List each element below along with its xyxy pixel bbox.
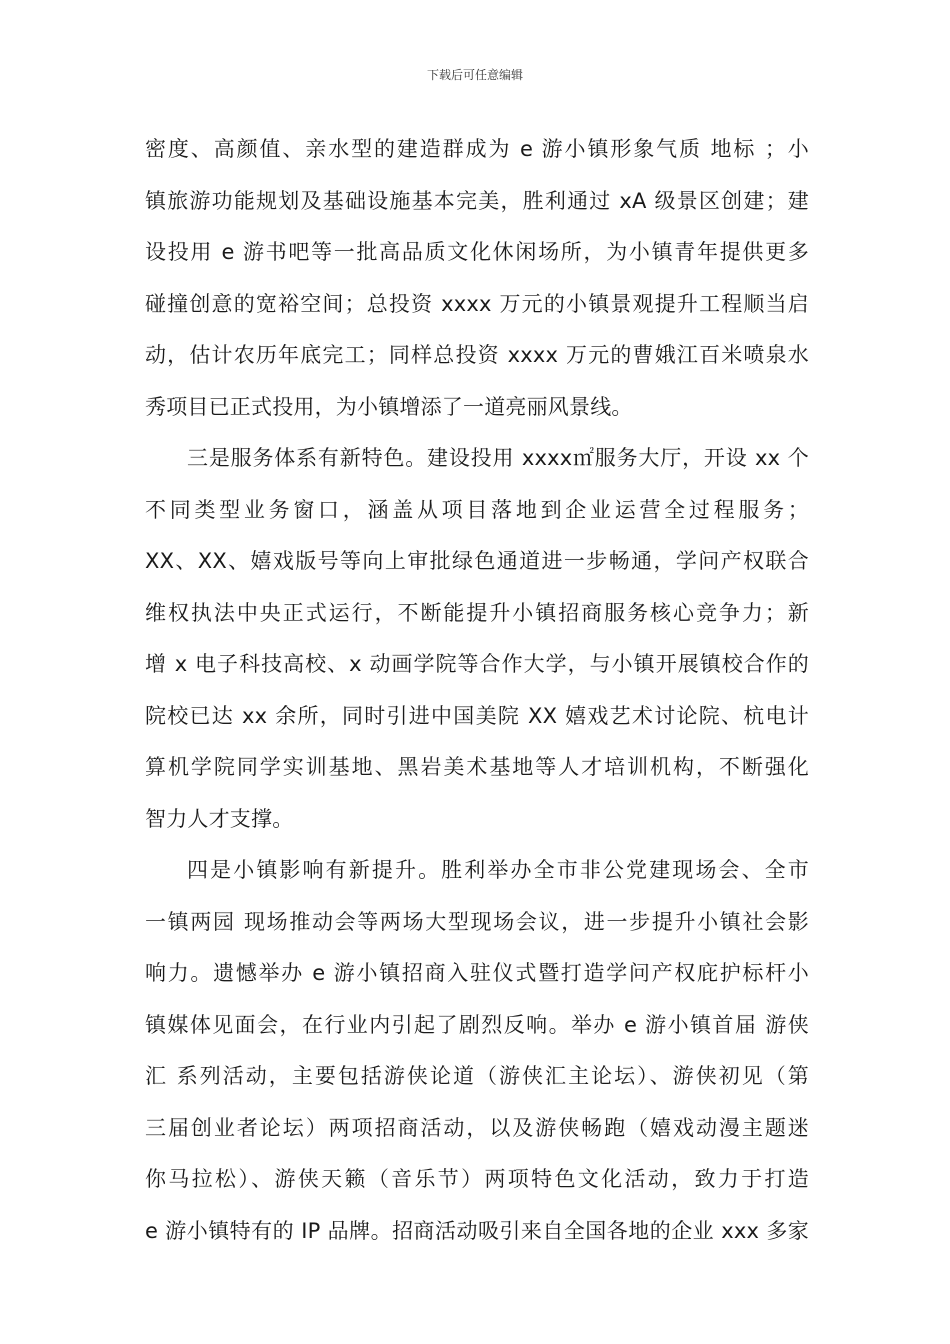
text-line: 三是服务体系有新特色。建设投用 xxxx㎡服务大厅，开设 xx 个 [187, 446, 809, 470]
text-line: 设投用 e 游书吧等一批高品质文化休闲场所，为小镇青年提供更多 [145, 240, 809, 264]
text-line: 镇旅游功能规划及基础设施基本完美，胜利通过 xA 级景区创建；建 [145, 188, 809, 213]
text-line: 动，估计农历年底完工；同样总投资 xxxx 万元的曹娥江百米喷泉水 [145, 343, 809, 367]
text-line: 你马拉松）、游侠天籁（音乐节）两项特色文化活动，致力于打造 [145, 1167, 809, 1191]
paragraph-1 [145, 124, 809, 433]
text-line: 增 x 电子科技高校、x 动画学院等合作大学，与小镇开展镇校合作的 [145, 652, 809, 676]
text-line: 算机学院同学实训基地、黑岩美术基地等人才培训机构，不断强化 [145, 755, 809, 779]
text-line: 秀项目已正式投用，为小镇增添了一道亮丽风景线。 [145, 394, 633, 419]
text-line: 三届创业者论坛）两项招商活动，以及游侠畅跑（嬉戏动漫主题迷 [145, 1115, 809, 1140]
text-line: 四是小镇影响有新提升。胜利举办全市非公党建现场会、全市 [187, 858, 809, 882]
text-line: 维权执法中央正式运行，不断能提升小镇招商服务核心竞争力；新 [145, 600, 809, 625]
document-body [145, 124, 809, 1257]
text-line: 镇媒体见面会，在行业内引起了剧烈反响。举办 e 游小镇首届 游侠 [145, 1012, 809, 1037]
text-line: 密度、高颜值、亲水型的建造群成为 e 游小镇形象气质 地标 ；小 [145, 137, 809, 161]
paragraph-3 [145, 845, 809, 1257]
text-line: 不同类型业务窗口，涵盖从项目落地到企业运营全过程服务； [145, 497, 809, 522]
paragraph-2 [145, 433, 809, 845]
text-line: e 游小镇特有的 IP 品牌。招商活动吸引来自全国各地的企业 xxx 多家 [145, 1218, 809, 1243]
page-header: 下载后可任意编辑 [426, 68, 523, 82]
text-line: 响力。遗憾举办 e 游小镇招商入驻仪式暨打造学问产权庇护标杆小 [145, 961, 809, 985]
text-line: 院校已达 xx 余所，同时引进中国美院 XX 嬉戏艺术讨论院、杭电计 [145, 703, 809, 728]
text-line: 碰撞创意的宽裕空间；总投资 xxxx 万元的小镇景观提升工程顺当启 [145, 291, 809, 316]
text-line: 智力人才支撑。 [145, 806, 294, 831]
text-line: 一镇两园 现场推动会等两场大型现场会议，进一步提升小镇社会影 [145, 909, 809, 934]
text-line: 汇 系列活动，主要包括游侠论道（游侠汇主论坛）、游侠初见（第 [145, 1064, 809, 1088]
text-line: XX、XX、嬉戏版号等向上审批绿色通道进一步畅通，学问产权联合 [145, 549, 809, 573]
